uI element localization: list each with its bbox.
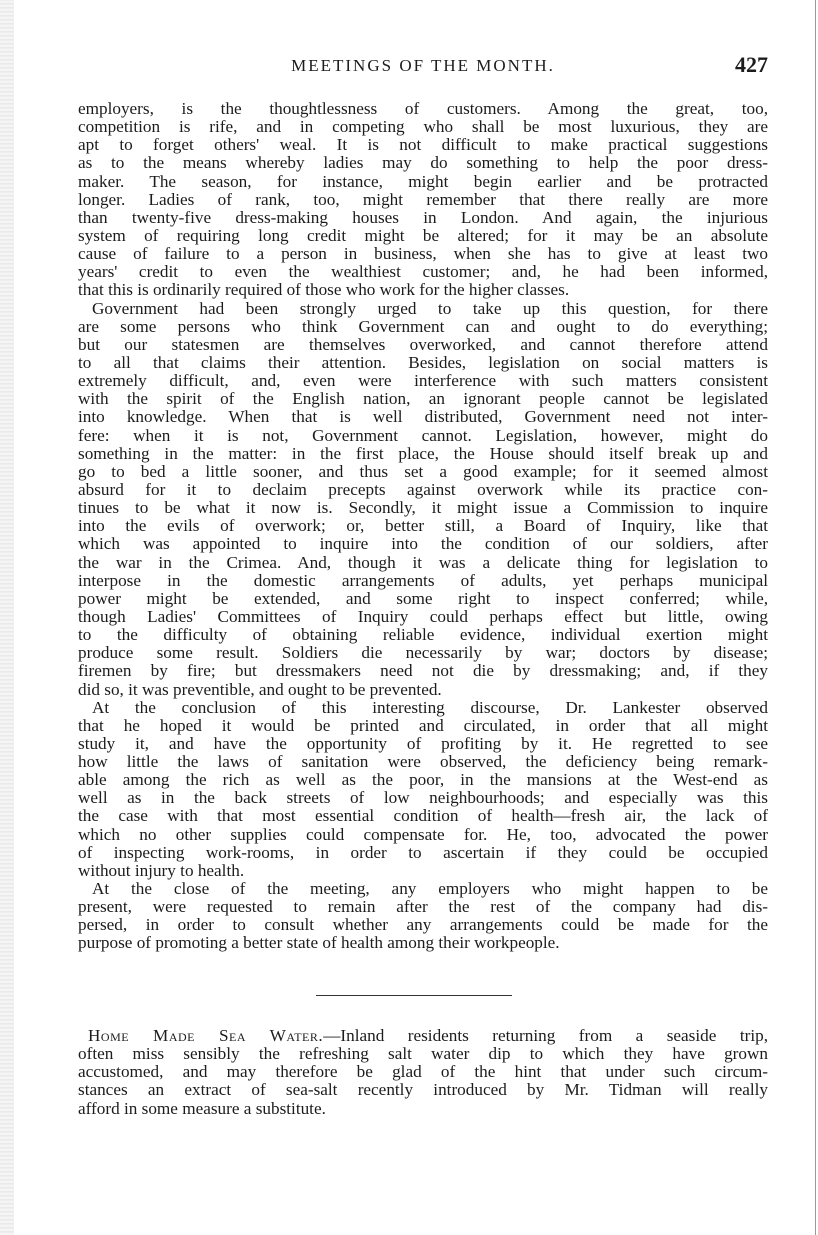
section-divider <box>316 995 512 996</box>
text-line: tinues to be what it now is. Secondly, it might issue a Commission to inquire <box>78 498 768 518</box>
paragraph-start-line: Government had been strongly urged to take up this question, for there <box>92 298 768 318</box>
text-line: able among the rich as well as the poor, in the mansions at the West-end as <box>78 770 768 790</box>
text-line: go to bed a little sooner, and thus set a good example; for it seemed almost <box>78 461 768 481</box>
paragraph-start-line: At the close of the meeting, any employers who might happen to be <box>92 879 768 899</box>
text-line: extremely difficult, and, even were interference with such matters consistent <box>78 371 768 391</box>
text-line: which was appointed to inquire into the condition of our soldiers, after <box>78 534 768 554</box>
text-line: of inspecting work-rooms, in order to ascertain if they could be occupied <box>78 842 768 862</box>
paragraph-start-line: At the conclusion of this interesting discourse, Dr. Lankester observed <box>92 697 768 717</box>
text-line: into the evils of overwork; or, better still, a Board of Inquiry, like that <box>78 516 768 536</box>
text-line: without injury to health. <box>78 860 245 880</box>
text-line: are some persons who think Government can and ought to do everything; <box>78 316 768 336</box>
text-line: cause of failure to a person in business, when she has to give at least two <box>78 244 768 264</box>
text-line: though Ladies' Committees of Inquiry could perhaps effect but little, owing <box>78 606 768 626</box>
running-title: MEETINGS OF THE MONTH. <box>291 56 555 75</box>
page-header <box>78 52 768 84</box>
text-line: than twenty-five dress-making houses in London. And again, the injurious <box>78 207 768 227</box>
text-line: the case with that most essential condition of health—fresh air, the lack of <box>78 806 768 826</box>
note-line: accustomed, and may therefore be glad of the hint that under such circum- <box>78 1062 768 1082</box>
text-line: that he hoped it would be printed and circulated, in order that all might <box>78 715 768 735</box>
text-line: into knowledge. When that is well distributed, Government need not inter- <box>78 407 768 427</box>
note-title: Home Made Sea Water. <box>88 1026 324 1045</box>
text-line: but our statesmen are themselves overworked, and cannot therefore attend <box>78 334 768 354</box>
note-line: afford in some measure a substitute. <box>78 1098 326 1118</box>
text-line: study it, and have the opportunity of profiting by it. He regretted to see <box>78 733 768 753</box>
text-line: purpose of promoting a better state of health among their workpeople. <box>78 933 560 953</box>
note-line: often miss sensibly the refreshing salt water dip to which they have grown <box>78 1044 768 1064</box>
text-line: with the spirit of the English nation, an ignorant people cannot be legislated <box>78 389 768 409</box>
text-line: that this is ordinarily required of those who work for the higher classes. <box>78 280 570 300</box>
text-line: firemen by fire; but dressmakers need not die by dressmaking; and, if they <box>78 661 768 681</box>
article-body <box>78 100 768 953</box>
text-line: did so, it was preventible, and ought to be prevented. <box>78 679 442 699</box>
note-line: stances an extract of sea-salt recently introduced by Mr. Tidman will really <box>78 1080 768 1100</box>
text-line: apt to forget others' weal. It is not difficult to make practical suggestions <box>78 135 768 155</box>
text-line: years' credit to even the wealthiest customer; and, he had been informed, <box>78 262 768 282</box>
text-line: power might be extended, and some right to inspect conferred; while, <box>78 588 768 608</box>
page-edge-shadow <box>0 0 14 1235</box>
text-line: interpose in the domestic arrangements of adults, yet perhaps municipal <box>78 570 768 590</box>
text-line: absurd for it to declaim precepts against overwork while its practice con- <box>78 479 768 499</box>
text-line: to the difficulty of obtaining reliable evidence, individual exertion might <box>78 625 768 645</box>
text-line: competition is rife, and in competing who shall be most luxurious, they are <box>78 117 768 137</box>
text-line: which no other supplies could compensate for. He, too, advocated the power <box>78 824 768 844</box>
page-border <box>815 0 816 1235</box>
text-line: how little the laws of sanitation were observed, the deficiency being remark- <box>78 752 768 772</box>
note-first-line-text: —Inland residents returning from a seaside trip, <box>323 1026 768 1045</box>
text-line: longer. Ladies of rank, too, might remember that there really are more <box>78 189 768 209</box>
text-line: present, were requested to remain after the rest of the company had dis- <box>78 897 768 917</box>
text-line: fere: when it is not, Government cannot. Legislation, however, might do <box>78 425 768 445</box>
text-line: well as in the back streets of low neighbourhoods; and especially was this <box>78 788 768 808</box>
note-first-line <box>78 1027 768 1045</box>
text-line: persed, in order to consult whether any arrangements could be made for the <box>78 915 768 935</box>
text-line: to all that claims their attention. Besides, legislation on social matters is <box>78 352 768 372</box>
text-line: maker. The season, for instance, might begin earlier and be protracted <box>78 171 768 191</box>
text-line: produce some result. Soldiers die necessarily by war; doctors by disease; <box>78 643 768 663</box>
sea-water-note <box>78 1027 768 1118</box>
text-line: something in the matter: in the first place, the House should itself break up and <box>78 443 768 463</box>
text-line: the war in the Crimea. And, though it was a delicate thing for legislation to <box>78 552 768 572</box>
text-line: as to the means whereby ladies may do something to help the poor dress- <box>78 153 768 173</box>
page-number: 427 <box>735 52 768 77</box>
text-line: system of requiring long credit might be altered; for it may be an absolute <box>78 225 768 245</box>
text-line: employers, is the thoughtlessness of customers. Among the great, too, <box>78 99 768 118</box>
